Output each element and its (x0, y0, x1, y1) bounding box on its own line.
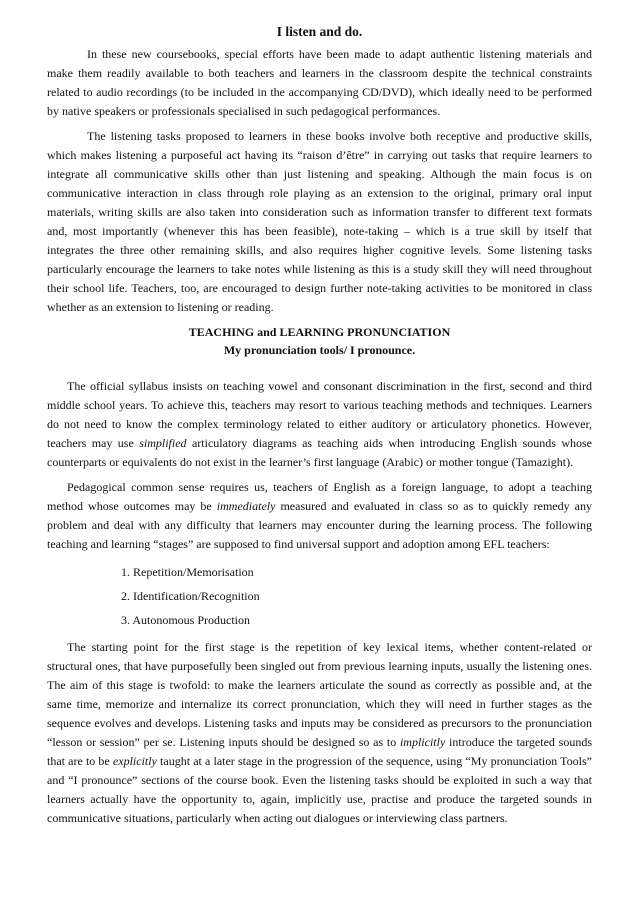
paragraph-syllabus (47, 377, 592, 472)
page-title: I listen and do. (276, 24, 363, 39)
text-run: measured and evaluated in class so as to quickly remedy any problem and deal with any difficulty that learners may encounter during the learning process. The following teaching and learning “stages” are supposed to find universal support and adoption among EFL teachers: (47, 499, 592, 551)
list-item: 2. Identification/Recognition (121, 589, 260, 603)
text-run: taught at a later stage in the progression of the sequence, using “My pronunciation Tools” and “I pronounce” sections of the course book. Even the listening tasks should be exploited in such a way that learners actually have the opportunity to, again, implicitly use, practise and produce the targeted sounds in communicative situations, particularly when acting out dialogues or interviewing class partners. (47, 754, 593, 825)
text-run: The starting point for the first stage is the repetition of key lexical items, whether content-related or structural ones, that have purposefully been singled out from previous learning inputs, usually the listening ones. The aim of this stage is twofold: to make the learners articulate the sound as correctly as possible and, at the same time, memorize and internalize its correct pronunciation, which they will need in further stages as the sequence evolves and develops. Listening tasks and inputs may be considered as precursors to the pronunciation “lesson or session” per se. Listening inputs should be designed so as to (47, 640, 592, 749)
stages-list (47, 560, 592, 632)
paragraph-first-stage (47, 638, 592, 828)
emphasis-text: simplified (139, 436, 187, 450)
emphasis-text: explicitly (112, 754, 157, 768)
text-run: The official syllabus insists on teaching vowel and consonant discrimination in the first, second and third middle school years. To achieve this, teachers may resort to various teaching methods and techniques. Learners do not need to know the complex terminology related to either auditory or articulatory phonetics. However, teachers may use (47, 379, 592, 450)
paragraph-intro: In these new coursebooks, special efforts have been made to adapt authentic listening materials and make them readily available to both teachers and learners in the classroom despite the technical constraints related to audio recordings (to be included in the accompanying CD/DVD), which ideally need to be performed by native speakers or professionals specialised in such pedagogical performances. (47, 47, 592, 118)
list-item: 1. Repetition/Memorisation (121, 565, 254, 579)
section-subtitle: My pronunciation tools/ I pronounce. (223, 343, 416, 357)
emphasis-text: implicitly (399, 735, 446, 749)
text-run: introduce the targeted sounds that are to be (47, 735, 592, 768)
emphasis-text: immediately (216, 499, 276, 513)
paragraph-pedagogical (47, 478, 592, 554)
text-run: Pedagogical common sense requires us, teachers of English as a foreign language, to adopt a teaching method whose outcomes may be (47, 480, 592, 513)
text-run: articulatory diagrams as teaching aids when introducing English sounds whose counterparts or equivalents do not exist in the learner’s first language (Arabic) or mother tongue (Tamazight). (47, 436, 592, 469)
list-item: 3. Autonomous Production (121, 613, 251, 627)
section-title: TEACHING and LEARNING PRONUNCIATION (188, 325, 451, 339)
paragraph-listening-tasks: The listening tasks proposed to learners in these books involve both receptive and productive skills, which makes listening a purposeful act having its “raison d’être” in carrying out tasks that require learners to integrate all communicative skills other than just listening and speaking. Although the main focus is on communicative interaction in class through role playing as an extension to the original, primary oral input materials, writing skills are also taken into consideration such as information transfer to different text formats and, most importantly (whenever this has been feasible), note-taking – which is a true skill by itself that integrates the three other remaining skills, and also requires higher cognitive levels. Some listening tasks particularly encourage the learners to take notes while listening as this is a study skill they will need throughout their school life. Teachers, too, are encouraged to design further note-taking activities to be monitored in class whether as an extension to listening or reading. (47, 129, 592, 314)
